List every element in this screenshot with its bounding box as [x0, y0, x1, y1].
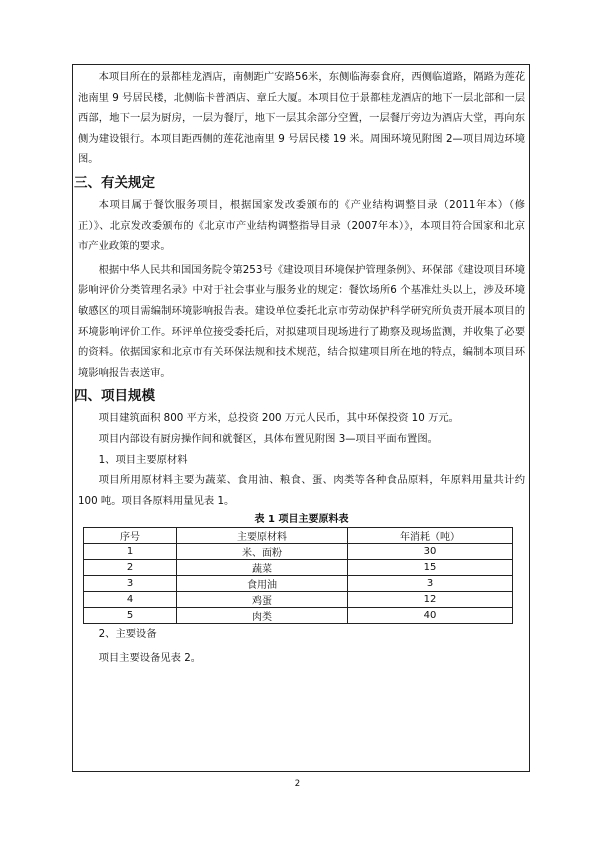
- table-header-row: [84, 528, 513, 544]
- scale-paragraph-layout: 项目内部设有厨房操作间和就餐区，具体布置见附图 3—项目平面布置图。: [98, 432, 438, 445]
- section-heading-scale: 四、项目规模: [74, 388, 155, 405]
- intro-paragraph: 本项目所在的景都桂龙酒店，南侧距广安路56米，东侧临海泰食府，西侧临道路，隔路为莲花池南里 9 号居民楼，北侧临卡普酒店、章丘大厦。本项目位于景都桂龙酒店的地下一层北部和一层西部，地下一层为厨房，一层为餐厅，地下一层其余部分空置，一层餐厅旁边为酒店大堂，再向东侧为建设银行。本项目距西侧的莲花池南里 9 号居民楼 19 米。周围环境见附图 2—项目周边环境图。: [78, 71, 525, 166]
- subheading-materials: 1、项目主要原材料: [98, 453, 188, 466]
- cell-consumption: 3: [348, 576, 513, 592]
- header-material: 主要原材料: [177, 528, 348, 544]
- equipment-paragraph: 项目主要设备见表 2。: [98, 651, 202, 664]
- cell-material: 鸡蛋: [177, 592, 348, 608]
- section-heading-regulations: 三、有关规定: [74, 174, 155, 191]
- subheading-equipment: 2、主要设备: [98, 628, 157, 641]
- table-row: [84, 560, 513, 576]
- cell-consumption: 30: [348, 544, 513, 560]
- materials-table: [83, 527, 513, 624]
- cell-index: 3: [84, 576, 177, 592]
- cell-index: 4: [84, 592, 177, 608]
- table-row: [84, 544, 513, 560]
- document-body: [74, 67, 525, 668]
- cell-consumption: 15: [348, 560, 513, 576]
- cell-index: 1: [84, 544, 177, 560]
- regulations-paragraph-1: 本项目属于餐饮服务项目，根据国家发改委颁布的《产业结构调整目录（2011年本）（修正）》、北京发改委颁布的《北京市产业结构调整指导目录（2007年本）》，本项目符合国家和北京市产业政策的要求。: [78, 198, 525, 253]
- scale-paragraph-area: 项目建筑面积 800 平方米，总投资 200 万元人民币，其中环保投资 10 万元。: [98, 412, 459, 425]
- table-row: [84, 576, 513, 592]
- regulations-paragraph-2: 根据中华人民共和国国务院令第253号《建设项目环境保护管理条例》、环保部《建设项目环境影响评价分类管理名录》中对于社会事业与服务业的规定：餐饮场所6 个基准灶头以上，涉及环境敏感区的项目需编制环境影响报告表。建设单位委托北京市劳动保护科学研究所负责开展本项目的环境影响评价工作。环评单位接受委托后，对拟建项目现场进行了勘察及现场监测，并收集了必要的资料。依据国家和北京市有关环保法规和技术规范，结合拟建项目所在地的特点，编制本项目环境影响报告表送审。: [78, 263, 525, 379]
- cell-material: 蔬菜: [177, 560, 348, 576]
- cell-material: 米、面粉: [177, 544, 348, 560]
- cell-index: 2: [84, 560, 177, 576]
- header-consumption: 年消耗（吨）: [348, 528, 513, 544]
- table-row: [84, 608, 513, 624]
- header-index: 序号: [84, 528, 177, 544]
- table-row: [84, 592, 513, 608]
- table-caption: 表 1 项目主要原料表: [254, 514, 349, 526]
- page-number: 2: [294, 779, 301, 789]
- cell-index: 5: [84, 608, 177, 624]
- materials-paragraph: 项目所用原材料主要为蔬菜、食用油、粮食、蛋、肉类等各种食品原料，年原料用量共计约 100 吨。项目各原料用量见表 1。: [78, 474, 525, 507]
- cell-consumption: 12: [348, 592, 513, 608]
- cell-material: 肉类: [177, 608, 348, 624]
- cell-material: 食用油: [177, 576, 348, 592]
- cell-consumption: 40: [348, 608, 513, 624]
